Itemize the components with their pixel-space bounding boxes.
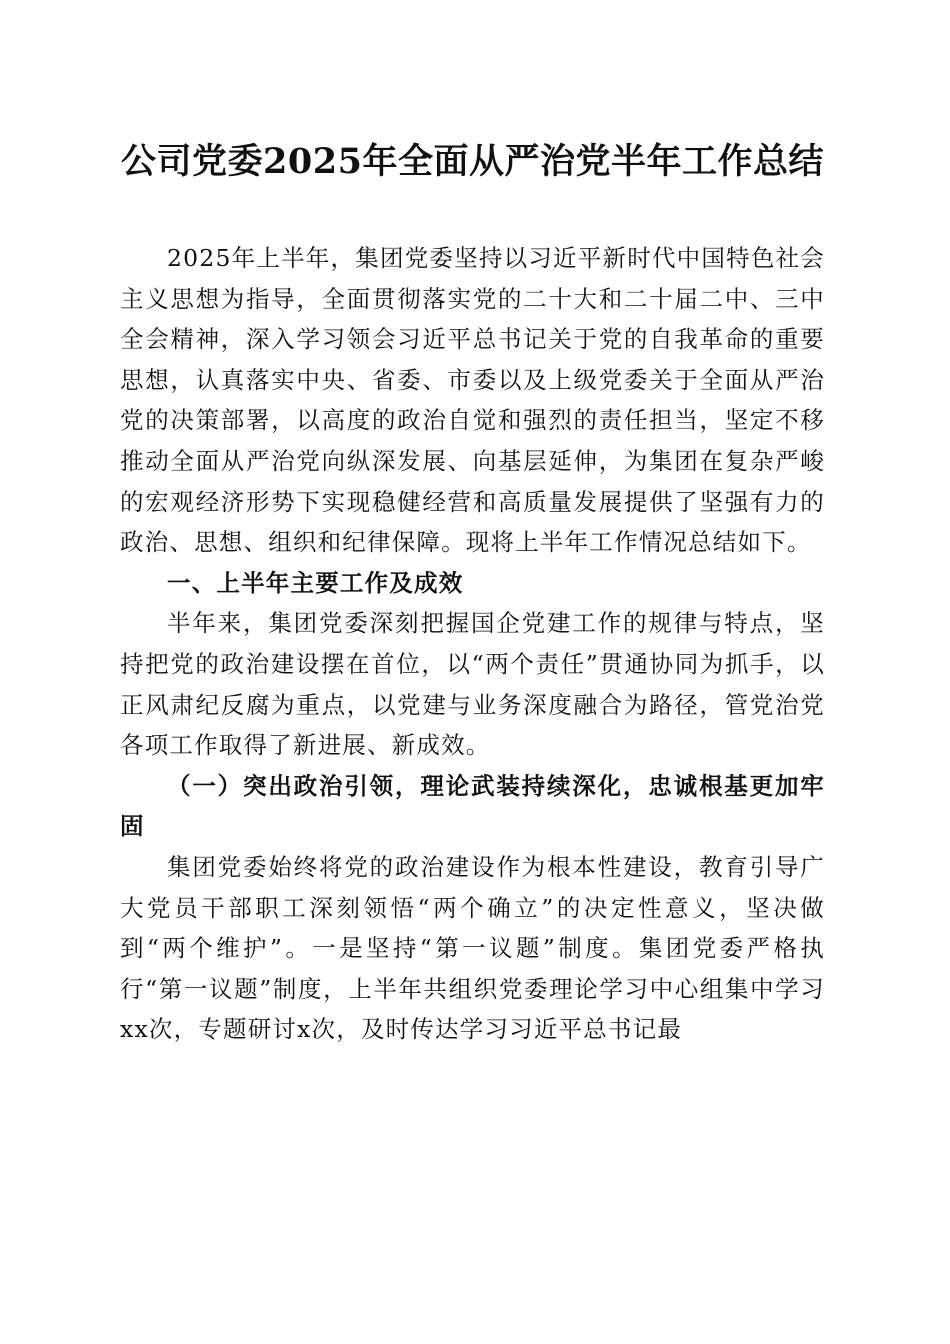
subsection-1-paragraph: 集团党委始终将党的政治建设作为根本性建设，教育引导广大党员干部职工深刻领悟“两个确立”的决定性意义，坚决做到“两个维护”。一是坚持“第一议题”制度。集团党委严格执行“第一议题”制度，上半年共组织党委理论学习中心组集中学习xx次，专题研讨x次，及时传达学习习近平总书记最 [120,852,825,1044]
subsection-heading-1: （一）突出政治引领，理论武装持续深化，忠诚根基更加牢固 [120,771,825,841]
intro-paragraph: 2025年上半年，集团党委坚持以习近平新时代中国特色社会主义思想为指导，全面贯彻落实党的二十大和二十届二中、三中全会精神，深入学习领会习近平总书记关于党的自我革命的重要思想，认真落实中央、省委、市委以及上级党委关于全面从严治党的决策部署，以高度的政治自觉和强烈的责任担当，坚定不移推动全面从严治党向纵深发展、向基层延伸，为集团在复杂严峻的宏观经济形势下实现稳健经营和高质量发展提供了坚强有力的政治、思想、组织和纪律保障。现将上半年工作情况总结如下。 [120,244,825,557]
section-1-paragraph: 半年来，集团党委深刻把握国企党建工作的规律与特点，坚持把党的政治建设摆在首位，以“两个责任”贯通协同为抓手，以正风肃纪反腐为重点，以党建与业务深度融合为路径，管党治党各项工作取得了新进展、新成效。 [120,609,825,760]
section-heading-1: 一、上半年主要工作及成效 [167,568,464,597]
document-title: 公司党委2025年全面从严治党半年工作总结 [121,141,824,182]
